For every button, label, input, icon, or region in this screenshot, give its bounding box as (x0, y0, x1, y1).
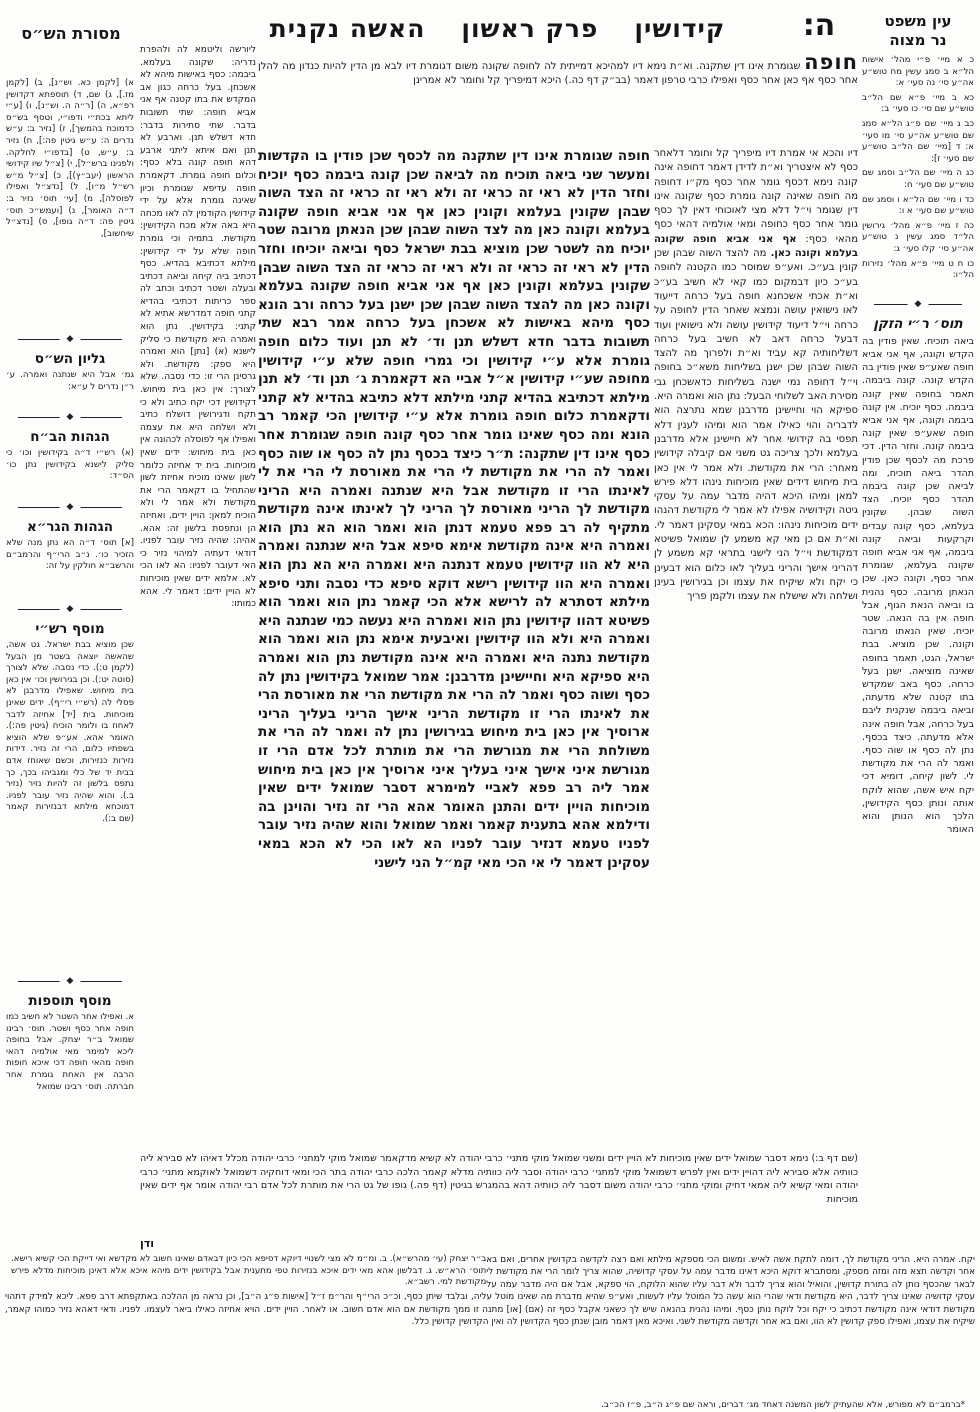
divider-ornament (16, 411, 124, 424)
daf-number: ה: (802, 8, 836, 43)
ein-mishpat-entries (862, 55, 974, 282)
page-title (235, 14, 760, 43)
gilyon-hashas-title: גליון הש״ס (34, 351, 106, 367)
gemara-text: חופה שגומרת אינו דין שתקנה מה לכסף שכן פודין בו הקדשות ומעשר שני ביאה תוכיח מה לביאה שכן קונה ביבמה כסף יוכיח וחזר הדין לא ראי זה כראי זה ולא ראי זה כראי זה הצד השוה שבהן שקונין בעלמא וקונין כאן אף אני אביא חופה שקונה בעלמא וקונה כאן מה לצד השוה שבהן שכן הנאתן מרובה שטר יוכיח מה לשטר שכן מוציא בבת ישראל כסף וביאה יוכיחו וחזר הדין לא ראי זה כראי זה ולא ראי זה כראי זה הצד השוה שבהן שקונין בעלמא וקונין כאן אף אני אביא חופה שקונה בעלמא וקונה כאן מה להצד השוה שבהן שכן ישנן בעל כרחה ורב הונא כסף מיהא באישות לא אשכחן בעל כרחה אמר רבא שתי תשובות בדבר חדא דשלש תנן וד׳ לא תנן ועוד כלום חופה גומרת אלא ע״י קידושין וכי גמרי חופה שלא ע״י קידושין מחופה שע״י קידושין א״ל אביי הא דקאמרת ג׳ תנן וד׳ לא תנן מילתא דכתיבא בהדיא קתני מילתא דלא כתיבא בהדיא לא קתני ודקאמרת כלום חופה גומרת אלא ע״י קידושין הכי קאמר רב הונא ומה כסף שאינו גומר אחר כסף קונה חופה שגומרת אחר כסף אינו דין שתקנה: ת״ר כיצד בכסף נתן לה כסף או שוה כסף ואמר לה הרי את מקודשת לי הרי את מאורסת לי הרי את לי לאינתו הרי זו מקודשת אבל היא שנתנה ואמרה היא הריני מקודשת לך הריני מאורסת לך הריני לך לאינתו אינה מקודשת מתקיף לה רב פפא טעמא דנתן הוא ואמר הוא הא נתן הוא ואמרה היא אינה מקודשת אימא סיפא אבל היא שנתנה ואמרה היא לא הוו קידושין טעמא דנתנה היא ואמרה היא הא נתן הוא ואמרה היא הוו קידושין רישא דוקא סיפא כדי נסבה ותני סיפא מילתא דסתרא לה לרישא אלא הכי קאמר נתן הוא ואמר הוא פשיטא דהוו קידושין נתן הוא ואמרה היא נעשה כמי שנתנה היא ואמרה היא ולא הוו קידושין ואיבעית אימא נתן הוא ואמר הוא מקודשת נתנה היא ואמרה היא אינה מקודשת נתן הוא ואמרה היא ספיקא היא וחיישינן מדרבנן: אמר שמואל בקידושין נתן לה כסף ושוה כסף ואמר לה הרי את מקודשת הרי את מאורסת הרי את לאינתו הרי זו מקודשת הריני אישך הריני בעליך הריני ארוסיך אין כאן בית מיחוש בגירושין נתן לה ואמר לה הרי את משולחת הרי את מגורשת הרי את מותרת לכל אדם הרי זו מגורשת איני אישך איני בעליך איני ארוסיך אין כאן בית מיחוש אמר ליה רב פפא לאביי למימרא דסבר שמואל ידים שאין מוכיחות הויין ידים והתנן האומר אהא הרי זה נזיר והוינן בה ודילמא אהא בתענית קאמר ואמר שמואל והוא שהיה נזיר עובר לפניו טעמא דנזיר עובר לפניו הא לאו הכי לא הכא במאי עסקינן דאמר לי אי הכי מאי קמ״ל הני לישני (258, 148, 650, 871)
bottom-block (5, 1254, 975, 1412)
left-margin-column (6, 52, 134, 1252)
musaf-tosafot-title: מוסף תוספות (28, 993, 112, 1009)
tosafot-header-band (258, 55, 858, 145)
tosafot-opening-word: חופה (804, 55, 858, 74)
right-margin-column (862, 55, 974, 1245)
ein-mishpat-entry: כג ה מיי׳ שם הל״ב וסמג שם טוש״ע שם סעי׳ ח: (862, 168, 974, 190)
musaf-tosafot-text: א. ואפילו אחר השטר לא חשיב כמו חופה אחר כסף ושטר. תוס׳ רבינו שמואל ב״ר יצחק. אבל בחופה ליכא למימר מאי אולמיה דהאי חופה מהאי חופה דכי איכא חופות הרבה אין האחת גומרת אחר חברתה. תוס׳ רבינו שמואל (6, 1012, 134, 1092)
ein-mishpat-header (862, 12, 974, 50)
ein-mishpat-entry: כה ז מיי׳ פ״א מהל׳ גירושין הל״ד סמג עשין נ טוש״ע אה״ע סי׳ קלו סעי׳ ג: (862, 220, 974, 254)
hagahot-hagra-title: הגהות הגר״א (27, 519, 113, 535)
mesorat-hashas-header: מסורת הש״ס (21, 24, 121, 43)
ein-mishpat-entry: כב ג מיי׳ שם פ״ג הל״א סמג שם טוש״ע אה״ע סי׳ מו סעי׳ א: ד [מיי׳ שם הל״ב טוש״ע שם סעי׳ ז]: (862, 118, 974, 164)
divider-ornament (16, 333, 124, 346)
divider-ornament (16, 501, 124, 514)
divider-ornament (872, 298, 964, 311)
gilyon-hashas-text: גמ׳ אבל היא שנתנה ואמרה. ע׳ ר״ן נדרים ל ע״א: (6, 370, 134, 392)
mishnah-name: האשה נקנית (269, 14, 426, 43)
ein-mishpat-entry: כו ח ט מיי׳ פ״א מהל׳ נזירות הל״ו: (862, 258, 974, 281)
tosafot-column-part2: מה להצד השוה שבהן שכן קונין בע״כ. ואע״פ שמוסר כמו הקטנה לחופה בע״כ כיון דבמקום כמו קאי לא חשיב בע״כ וא״ת אכתי אשכחנא חופה בעל כרחה דייעוד לאו נישואין עושה ונמצא שאחר הדין לחופה על כרחה וי״ל דיעוד קידושין עושה ולא נישואין ועוד דבעל כרחה דאב לא חשיב בעל כרחה דשליחותיה קא עביד וא״ת ולפרוך מה להצד השוה שבהן שכן ישנן בשליחות משא״כ בחופה וי״ל דחופה נמי ישנה בשליחות כדאשכחן גבי מסירת האב לשלוחי הבעל: נתן הוא ואמרה היא. ספיקא הוי וחיישינן מדרבנן שמא נתרצה הוא לדבריה והוי כאילו אמר הוא ומיהו לענין דלא תפסי בה קידושי אחר לא חיישינן אלא מדרבנן בעלמא ולכך צריכה גט משני אם קיבלה קידושין מאחר: הרי את מקודשת. ולא אמר לי אין כאן בית מיחוש דידים שאין מוכיחות נינהו דלא פירש למאן ומיהו היכא דהיה מדבר עמה על עסקי גיטה וקידושיה אפילו לא אמר לי מקודשת דהנהו ידים מוכיחות נינהו: הכא במאי עסקינן דאמר לי. וא״ת אם כן מאי קא משמע לן שמואל פשיטא דמקודשת וי״ל הני לישני בתראי קא משמע לן דהריני אישך והריני בעליך לאו כלום הוא דבעינן כי יקח ולא שיקיח את עצמו וכן בגירושין בעינן ושלחה ולא שישלח את עצמו ולקמן פריך (654, 248, 858, 603)
mesorat-hashas-text: א) [לקמן כא. וש״נ], ב) [לקמן מז.], ג) שם, ד) תוספתא דקדושין רפ״א, ה) [ר״ה ה. וש״נ], ו) [ע״י ליתא בכת״י ודפו״י, וטסף בש״ס כדמוכח בהמשך], ז) [נזיר ב: ע״ש נדרים ה: ע״ש גיטין פה:], ח) נזיר ב: ע״ש, ט) [בדפו״י לחלקה. ולפנינו ברש״ל], י) [צ״ל שיו קידושי הראשון (יעב״ץ)], כ) [צ״ל מ״ש רש״ל מ״ו], ל) [נדצ״ל ואפילו לפוסלה], מ) [עי׳ תוס׳ נזיר ב: ד״ה האומר], נ) [ועמש״כ תוס׳ גיטין פה: ד״ה גופו], ס) [נדצ״ל שיחשוב], (6, 78, 134, 239)
hagahot-habach-title: הגהות הב״ח (30, 429, 110, 445)
hagahot-hagra-text: [א] תוס׳ ד״ה הא נתן מנה שלא הזכיר כו׳. נ״ב הרי״ף והרמב״ם והרשב״א חולקין על זה: (6, 538, 134, 572)
ein-mishpat-entry: כד ו מיי׳ שם הל״א ו וסמג שם טוש״ע שם סעי׳ א ו: (862, 194, 974, 217)
tos-ri-hazaken-continuation: יקח. אמרה היא. הריני מקודשת לך, דומה לתקח אשה לאיש. ומשום הכי מספקא מילתא ואם רצה לקדשה בקדושין אחרים, ואם בא אחר וקדשה תצא מזה ומזה מספק, ומסתברא דוקא היכא דאינו מדבר עמה על עסקי קדושיה, שהוא צריך לומר הרי את מקודשת לי לבאר שהכסף נותן לה בתורת קדושין, והואיל והוא צריך לדבר ולא דבר עליו שהוא הלוקח, הוי ספקא, אבל אם היה מדבר עמה על עסקי קדושיה שאינו צריך לדבר, היא מקודשת ודאי שהרי הוא עשה כל המוטל עליו לעשות, ואע״פ שהיא מדברת מה שאינו מוטל עליה, ובלבד שיתן כסף, וכ״כ הרי״ף והר״מ ז״ל [אישות פ״ג ה״ב], וכן נראה מן ההלכה באתקפתא דרב פפא. ליכא למידק דתהוי מקודשת דודאי אינה מקודשת דכתיב כי יקח וכל לוקח נותן כסף. ומיהו נהנית בהנאה שיש לך כשאני אקבל כסף זה (אם) [או] מתנה זו ממך מקודשת אם הוא אדם חשוב. או לאחר. הויין ידים. הויא אחיזה כאילו ביאר לעצמו. לפניו. ודאי דאהא נזיר כמוהו קאמר, שיקיח את עצמו, ואפילו ספק קדושין לא הוו, ואם בא אחר וקדשה מקודשת לשני. ואיכא מאן דאמר מובן שנתן כסף הקדושין לה ואין הקדושין קדושין כלל. (5, 1255, 975, 1328)
musaf-tosafot-continuation: ב״ר יצחק (עי׳ מהרש״א). ב. ומ״מ לא מצי לשנויי דיוקא דסיפא הכי כיון דבאדם שאינו חשוב לא מקדשא ואי דייקת הכי קשיא רישא. תוס׳ הרא״ש. ג. דבלשון אהא מאי ידים איכא בנזירות טפי מתענית אבל בקידושין ידים מיהא איכא אלא דאינן מוכיחות מדלא פירש מקודשת למי. רשב״א. (11, 1254, 487, 1288)
tosafot-column (654, 147, 858, 1147)
catchword: ודן (140, 1237, 155, 1250)
divider-ornament (16, 975, 124, 988)
musaf-rashi-text: שכן מוציא בבת ישראל. גט אשה, שהאשה יוצאה בשטר מן הבעל (לקמן ט:). כדי נסבה. שלא לצורך (סוטה יט:). וכן בגירושין וכו׳ אין כאן בית מיחוש. שאפילו מדרבנן לא פסלי לה (רש״י רי״ף). ידים שאינן מוכיחות. בית [יד] אחיזה לדבר לאחוז בו ולומר הוכיח (גיטין פה:). האומר אהא. אע״פ שלא הוציא בשפתיו כלום, הרי זה נזיר. דידות נזירות כנזירות, וכשם שאוחז אדם בבית יד של כלי ומגביהו בכך, כך נתפס בלשון זה להיות נזיר (נזיר ב.). והוא שהיה נזיר עובר לפניו. דמוכחא מילתא דבנזירות קאמר (שם ב:). (6, 640, 134, 824)
perek-name: פרק ראשון (461, 14, 599, 43)
ein-mishpat-title-line1: עין משפט (884, 12, 952, 30)
hagahot-habach-text: (א) רש״י ד״ה בקידושין וכו׳ כי סליק לישנא בקידושין נתן כו׳ הס״ד: (6, 448, 134, 482)
tosafot-dibbur: אף אני אביא חופה שקונה בעלמא וקונה כאן. (654, 233, 858, 260)
divider-ornament (16, 603, 124, 616)
musaf-rashi-title: מוסף רש״י (35, 621, 105, 637)
rambam-footnote: *ברמב״ם לא מפורש, אלא שהעתיק לשון המשנה דאחד מג׳ דברים, וראה שם פ״ג ה״ב, פ״ז הכ״ב. (5, 1399, 975, 1412)
ein-mishpat-entry: כא ב מיי׳ פ״א שם הל״ב טוש״ע שם סי׳ כו סעי׳ ב: (862, 92, 974, 115)
tos-ri-hazaken-title: תוס׳ ר״י הזקן (873, 315, 963, 332)
ein-mishpat-title-line2: נר מצוה (889, 30, 947, 49)
tosafot-column-part1: דיו והכא אי אמרת דיו מיפריך קל וחומר דלאחר כסף לא איצטריך וא״ת לדידן דאמר דחופה אינה קונה נימא דכסף גומר אחר כסף מק״ו דחופה מה חופה שאינה קונה גומרת כסף שקונה אינו דין שגומר וי״ל דלא מצי לאוכוחי דאין לך כסף גומר אחר כסף כחופה ומאי אולמיה דהאי כסף מהאי כסף: (654, 148, 858, 245)
tosafot-opening-text: שגומרת אינו דין שתקנה. וא״ת נימא דיו למהיכא דמייתית לה לחופה שקונה משום דגומרת דיו לבא מן הדין להיות כנדון מה להלן אחר כסף אף כאן אחר כסף ואפילו כרבי טרפון דאמר (בב״ק דף כה.) היכא דמיפריך קל וחומר לא אמרינן (258, 61, 858, 87)
tosafot-bottom-band: (שם דף ב:) נימא דסבר שמואל ידים שאין מוכיחות לא הויין ידים ומשני שמואל מוקי מתני׳ כרבי יהודה לא קשיא מדקאמר שמואל מוקי למתני׳ כרבי יהודה מכלל דאיהו לא סבירא ליה כוותיה אלא סבירא ליה דהויין ידים ואין לפרש דשמואל מוקי למתני׳ כרבי יהודה וסבר ליה כוותיה מדלא קאמר הלכה כרבי יהודה בתר הכי ומאי דוחקיה דשמואל לאוקמא מתני׳ כרבי יהודה ומאי קשיא ליה אמאי דחיק ומוקי מתני׳ כרבי יהודה משום דסבר ליה כוותיה דהא בהמגרש בגיטין (דף פה.) גופו של גט הרי את מותרת לכל אדם רבי יהודה אומר אף ידים שאין מוכיחות (140, 1153, 858, 1205)
ein-mishpat-entry: כ א מיי׳ פ״י מהל׳ אישות הל״א ב סמג עשין מח טוש״ע אה״ע סי׳ נה סעי׳ א: (862, 55, 974, 89)
masechet-name: קידושין (634, 14, 726, 43)
rashi-commentary: ליורשה וליטמא לה ולהפרת נדריה: שקונה בעלמא. ביבמה: כסף באישות מיהא לא אשכחן. בעל כרחה כגון אב המקדש את בתו קטנה אף אני אביא חופה: שתי תשובות בדבר. שתי סתירות בדבר: חדא דשלש תנן. וארבע לא תנן ואם איתא ליתני ארבע דהא חופה קונה בלא כסף: וכלום חופה גומרת. דקאמרת חופה עדיפא שגומרת וכיון שאינה גומרת אלא על ידי קידושין הקודמין לה לאו מכחה היא באה אלא מכח הקידושין: מקודשת. בתמיה וכי גומרת חופה שלא על ידי קידושין: מילתא דכתיבא בהדיא. כסף דכתיב ביה קיחה וביאה דכתיב ובעלה ושטר דכתיב וכתב לה ספר כריתות דכתיבי בהדיא קתני חופה דמדרשא אתיא לא קתני: בקידושין. נתן הוא ואמרה היא מקודשת כי סליק לישנא (א) [נתן] הוא ואמרה היא ספק: מקודשת. ולא גרסינן הרי זו: כדי נסבה. שלא לצורך: אין כאן בית מיחוש. דקידושין דכי יקח כתיב ולא כי תקח ודגירושין דושלח כתיב ולא ושלחה היא את עצמה ואפילו אף לפוסלה לכהונה אין כאן בית מיחוש: ידים שאין מוכיחות. בית יד אחיזה כלומר לשון שאינו מוכיח אחיזת לשון שהתחיל בו דקאמר הרי את מקודשת ולא אמר לי ולא הוכיח למאן: הויין ידים. ואחיזה הן ונתפסת בלשון זה: אהא. אהיה: שהיה נזיר עובר לפניו. דודאי דעתיה למיהוי נזיר כי האי דעובר לפניו: הא לאו הכי לא. אלמא ידים שאין מוכיחות לא הויין ידים: דאמר לי. אהא כמותו: (140, 45, 256, 610)
tos-ri-hazaken-text: ביאה תוכיח. שאין פודין בה הקדש וקונה, אף אני אביא חופה שאע״פ שאין פודין בה הקדש קונה. קונה ביבמה. תאמר בחופה שאין קונה ביבמה. כסף יוכיח. אין קונה ביבמה וקונה, אף אני אביא חופה שאע״פ שאין קונה ביבמה קונה. וחזר הדין. דכי פרכת מה לכסף שכן פודין תהדר ביאה תוכיח, ומה לביאה שכן קונה ביבמה תהדר כסף יוכיח. הצד השוה שבהן. שקונין בעלמא, כסף קונה עבדים וקרקעות וביאה קונה ביבמה, אף אני אביא חופה שקונה בעלמא, שגומרת אחר כסף, וקונה כאן. שכן הנאתן מרובה. כסף נהנית בו וביאה הנאת הגוף, אבל חופה אין בה הנאה. שטר יוכיח. שאין הנאתו מרובה וקונה. שכן מוציא. בבת ישראל, הגט, תאמר בחופה שאינה מוציאה. ישנן בעל כרחה. כסף באב שמקדש בתו קטנה שלא מדעתה, וביאה ביבמה שנקנית ליבם בעל כרחה, אבל חופה אינה אלא מדעתה. כיצד בכסף. נתן לה כסף או שוה כסף. ואמר לה הרי את מקודשת לי. לשון קיחה, דומיא דכי יקח איש אשה, שהוא לוקח אותה ונותן כסף הקידושין, הלכך הוא הנותן והוא האומר (862, 335, 974, 836)
